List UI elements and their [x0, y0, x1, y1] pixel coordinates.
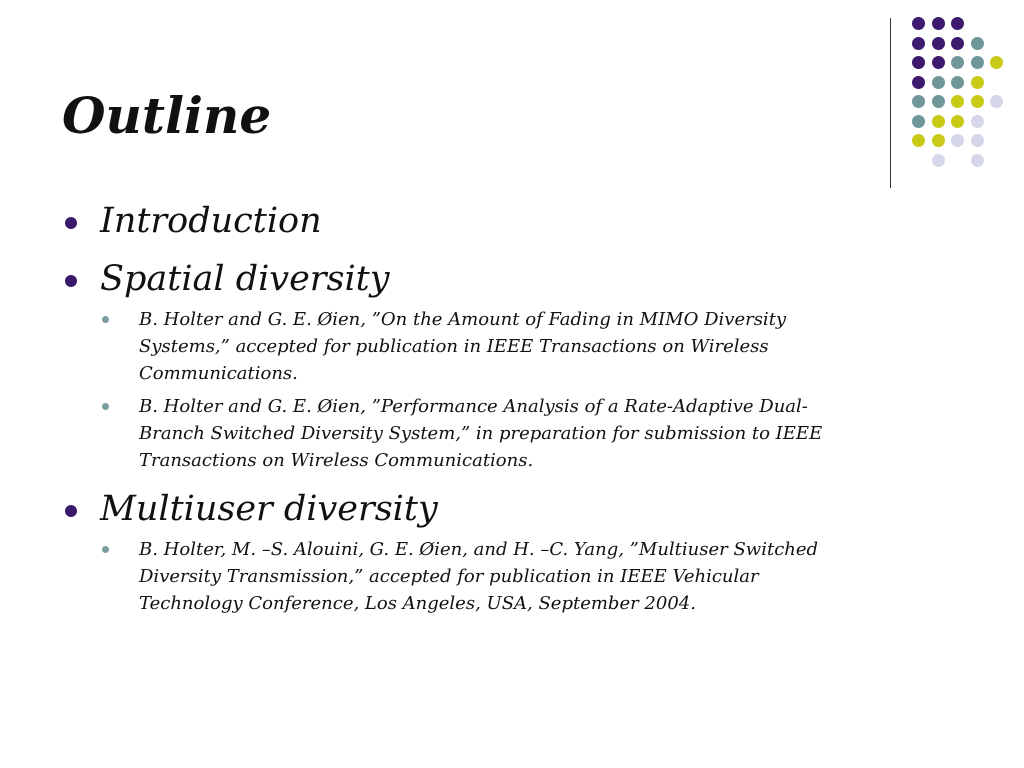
decorative-dot [932, 17, 945, 30]
sub-bullet-icon [102, 546, 109, 553]
sub-bullet-icon [102, 403, 109, 410]
outline-item [62, 256, 962, 302]
outline-item [62, 198, 962, 244]
decorative-dot [912, 17, 925, 30]
decorative-dot [912, 115, 925, 128]
decorative-dot [951, 76, 964, 89]
decorative-dot [951, 134, 964, 147]
slide-title: Outline [62, 86, 272, 145]
sub-bullet-icon [102, 316, 109, 323]
decorative-dot [990, 56, 1003, 69]
decorative-dot [932, 37, 945, 50]
outline-item-label: Multiuser diversity [100, 489, 438, 529]
reference-list [62, 306, 962, 474]
bullet-icon [65, 217, 77, 229]
decorative-dot [951, 37, 964, 50]
decorative-dot [912, 95, 925, 108]
decorative-dot-grid [0, 0, 1024, 200]
bullet-icon [65, 505, 77, 517]
decorative-dot [971, 95, 984, 108]
decorative-dot [971, 37, 984, 50]
reference-item [62, 306, 859, 387]
decorative-dot [971, 115, 984, 128]
bullet-icon [65, 275, 77, 287]
decorative-dot [951, 115, 964, 128]
outline-item-label: Spatial diversity [100, 259, 390, 299]
reference-list [62, 536, 962, 617]
reference-text: B. Holter, M. –S. Alouini, G. E. Øien, and H. –C. Yang, ”Multiuser Switched Diversity Transmission,” accepted for publication in IEEE Vehicular Technology Conference, Los Angeles, USA, September 2004. [139, 539, 819, 614]
decorative-dot [971, 154, 984, 167]
decorative-dot [932, 154, 945, 167]
reference-text: B. Holter and G. E. Øien, ”Performance Analysis of a Rate-Adaptive Dual-Branch Switched Diversity System,” in preparation for submission to IEEE Transactions on Wireless Communications. [139, 396, 823, 471]
decorative-dot [951, 56, 964, 69]
decorative-dot [971, 56, 984, 69]
decorative-dot [990, 95, 1003, 108]
reference-item [62, 393, 859, 474]
outline-item [62, 486, 962, 532]
reference-text: B. Holter and G. E. Øien, ”On the Amount of Fading in MIMO Diversity Systems,” accepted for publication in IEEE Transactions on Wireless Communications. [139, 309, 787, 384]
outline-list [62, 198, 962, 617]
decorative-dot [912, 134, 925, 147]
reference-item [62, 536, 859, 617]
decorative-dot [932, 134, 945, 147]
decorative-dot [971, 134, 984, 147]
decorative-dot [971, 76, 984, 89]
decorative-dot [951, 95, 964, 108]
outline-item-label: Introduction [100, 201, 322, 241]
decorative-dot [932, 56, 945, 69]
decorative-dot [912, 37, 925, 50]
decorative-dot [932, 115, 945, 128]
decorative-dot [912, 56, 925, 69]
decorative-dot [932, 76, 945, 89]
decorative-dot [912, 76, 925, 89]
decorative-dot [932, 95, 945, 108]
decorative-dot [951, 17, 964, 30]
